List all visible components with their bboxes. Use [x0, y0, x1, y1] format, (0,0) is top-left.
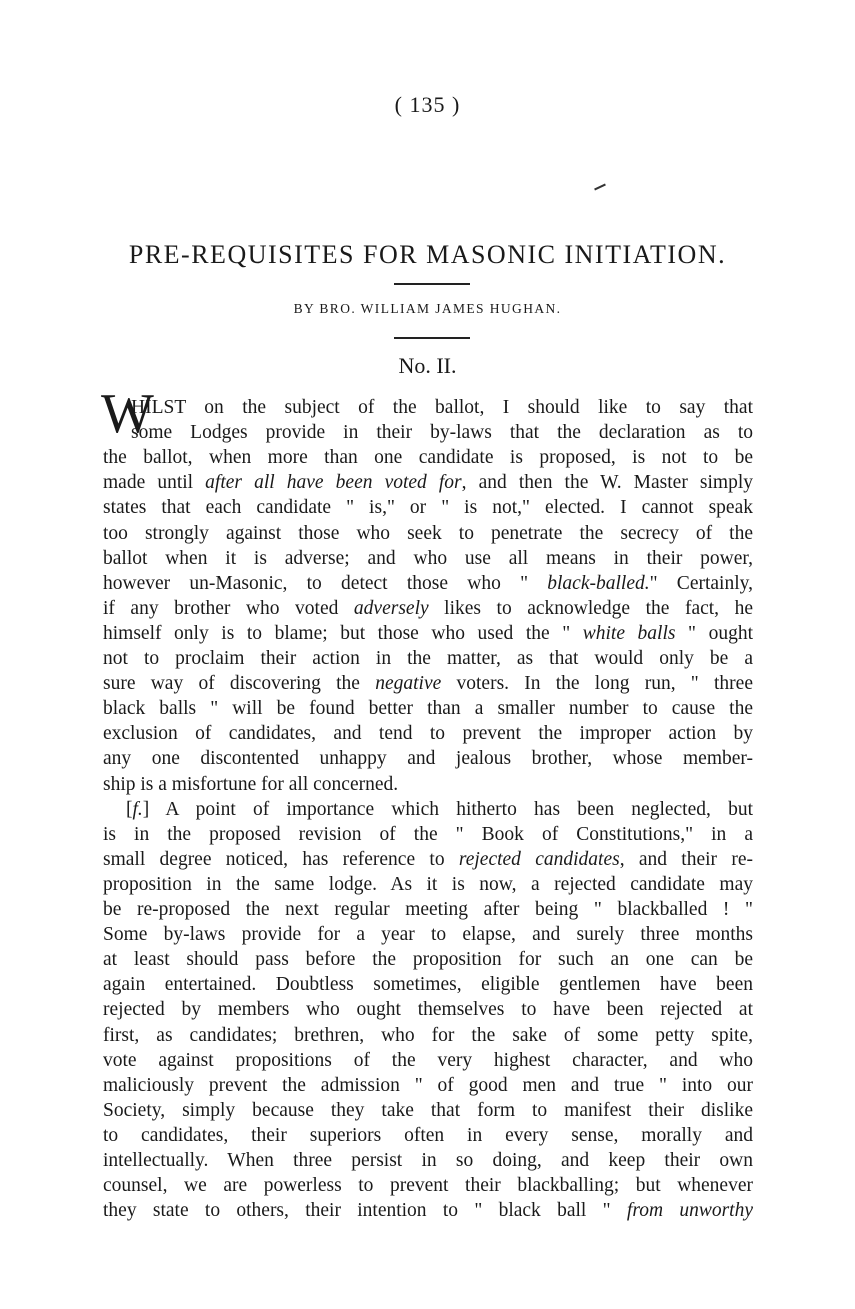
article-byline: BY BRO. WILLIAM JAMES HUGHAN. — [293, 301, 562, 316]
text-line: be re-proposed the next regular meeting after being " blackballed ! " — [103, 899, 753, 920]
stray-ink-mark — [594, 184, 606, 191]
text-line: exclusion of candidates, and tend to prevent the improper action by — [103, 723, 753, 745]
text-line: made until after all have been voted for, and then the W. Master simply — [103, 472, 754, 494]
text-line: too strongly against those who seek to penetrate the secrecy of the — [103, 522, 753, 544]
text-line: ballot when it is adverse; and who use all means in their power, — [103, 547, 753, 569]
text-line: states that each candidate " is," or " is not," elected. I cannot speak — [103, 497, 753, 519]
text-line: they state to others, their intention to " black ball " from unworthy — [103, 1200, 753, 1222]
text-line: counsel, we are powerless to prevent their blackballing; but whenever — [103, 1175, 753, 1197]
section-number: No. II. — [398, 353, 457, 378]
text-line: again entertained. Doubtless sometimes, eligible gentlemen have been — [103, 974, 753, 996]
text-line: first, as candidates; brethren, who for the sake of some petty spite, — [103, 1024, 753, 1046]
text-line: however un-Masonic, to detect those who " black-balled." Certainly, — [103, 572, 753, 594]
text-line: Some by-laws provide for a year to elapse, and surely three months — [103, 924, 753, 946]
text-line: some Lodges provide in their by-laws that the declaration as to — [131, 422, 753, 444]
text-line: Society, simply because they take that form to manifest their dislike — [103, 1099, 753, 1121]
text-line: at least should pass before the proposition for such an one can be — [103, 949, 753, 971]
text-line: ship is a misfortune for all concerned. — [103, 773, 399, 795]
text-line: black balls " will be found better than a smaller number to cause the — [103, 698, 753, 720]
page-number: ( 135 ) — [394, 92, 461, 117]
text-line: is in the proposed revision of the " Book of Constitutions," in a — [103, 823, 753, 845]
text-line: any one discontented unhappy and jealous brother, whose member- — [103, 748, 753, 770]
text-line: to candidates, their superiors often in every sense, morally and — [103, 1124, 753, 1146]
text-line: if any brother who voted adversely likes to acknowledge the fact, he — [103, 597, 753, 619]
title-rule — [394, 283, 470, 285]
byline-rule — [394, 337, 470, 339]
text-line: intellectually. When three persist in so doing, and keep their own — [103, 1150, 753, 1171]
text-line: maliciously prevent the admission " of good men and true " into our — [103, 1074, 753, 1096]
text-line: HILST on the subject of the ballot, I should like to say that — [131, 397, 753, 418]
text-line: rejected by members who ought themselves to have been rejected at — [103, 999, 753, 1021]
text-line: not to proclaim their action in the matter, as that would only be a — [103, 648, 753, 669]
text-line: [f.] A point of importance which hitherto has been neglected, but — [126, 798, 753, 820]
text-line: small degree noticed, has reference to rejected candidates, and their re- — [103, 848, 753, 870]
text-line: himself only is to blame; but those who used the " white balls " ought — [103, 622, 753, 644]
text-line: proposition in the same lodge. As it is now, a rejected candidate may — [103, 873, 753, 895]
text-line: sure way of discovering the negative voters. In the long run, " three — [103, 673, 753, 695]
drop-cap: W — [101, 383, 154, 445]
article-title: PRE-REQUISITES FOR MASONIC INITIATION. — [128, 240, 727, 269]
text-line: the ballot, when more than one candidate is proposed, is not to be — [103, 447, 753, 469]
text-line: vote against propositions of the very highest character, and who — [103, 1049, 753, 1071]
